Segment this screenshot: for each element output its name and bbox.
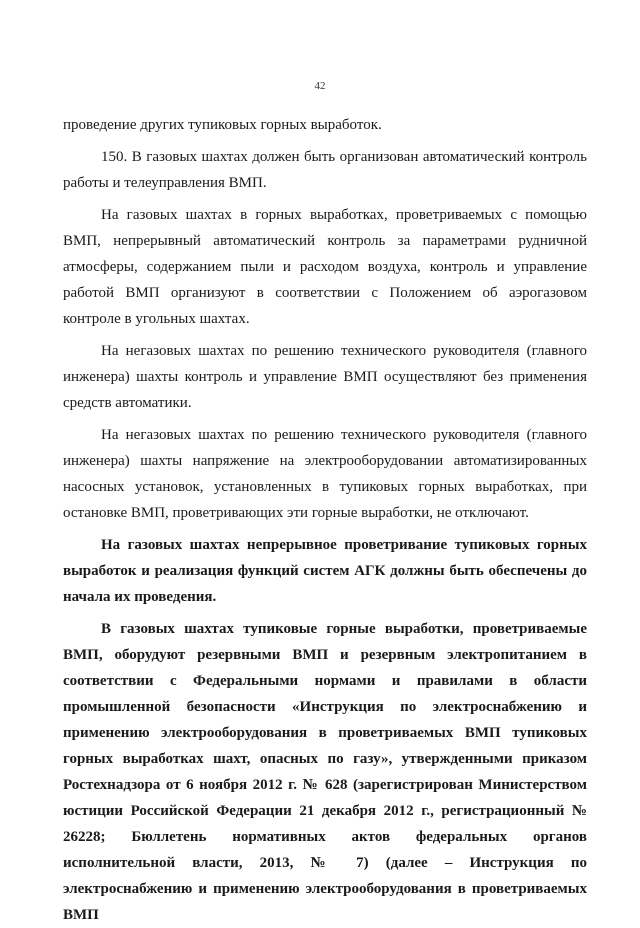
paragraph-reserve-vmp: В газовых шахтах тупиковые горные выработки, проветриваемые ВМП, оборудуют резервными ВМП и резервным электропитанием в соответствии с Федеральными нормами и правилами в области промышленной безопасности «Инструкция по электроснабжению и применению электрооборудования в проветриваемых ВМП тупиковых горных выработках шахт, опасных по газу», утвержденными приказом Ростехнадзора от 6 ноября 2012 г. № 628 (зарегистрирован Министерством юстиции Российской Федерации 21 декабря 2012 г., регистрационный № 26228; Бюллетень нормативных актов федеральных органов исполнительной власти, 2013, № 7) (далее – Инструкция по электроснабжению и применению электрооборудования в проветриваемых ВМП bbox=[63, 621, 587, 923]
page-number: 42 bbox=[314, 80, 326, 92]
paragraph-150: 150. В газовых шахтах должен быть организован автоматический контроль работы и телеуправления ВМП. bbox=[63, 149, 587, 191]
paragraph-gas-mines-control: На газовых шахтах в горных выработках, проветриваемых с помощью ВМП, непрерывный автоматический контроль за параметрами рудничной атмосферы, содержанием пыли и расходом воздуха, контроль и управление работой ВМП организуют в соответствии с Положением об аэрогазовом контроле в угольных шахтах. bbox=[63, 207, 587, 327]
paragraph-nongas-voltage: На негазовых шахтах по решению технического руководителя (главного инженера) шахты напряжение на электрооборудовании автоматизированных насосных установок, установленных в тупиковых горных выработках, при остановке ВМП, проветривающих эти горные выработки, не отключают. bbox=[63, 427, 587, 521]
paragraph-continuation: проведение других тупиковых горных выработок. bbox=[63, 117, 382, 133]
paragraph-gas-ventilation: На газовых шахтах непрерывное проветривание тупиковых горных выработок и реализация функций систем АГК должны быть обеспечены до начала их проведения. bbox=[63, 537, 587, 605]
paragraph-nongas-control: На негазовых шахтах по решению технического руководителя (главного инженера) шахты контроль и управление ВМП осуществляют без применения средств автоматики. bbox=[63, 343, 587, 411]
document-body bbox=[63, 112, 587, 928]
